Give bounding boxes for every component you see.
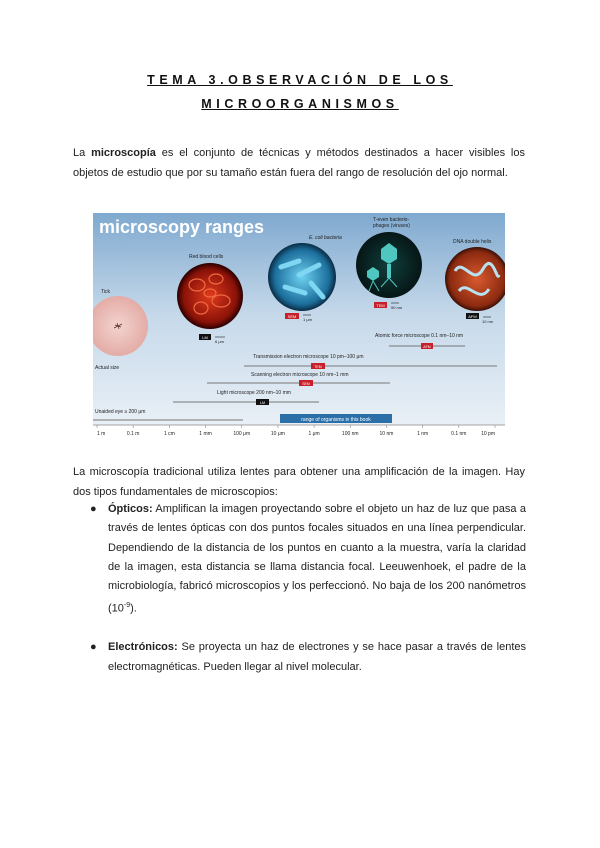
- badge-lm-rbc-text: LM: [202, 335, 208, 340]
- label-red-blood-cells: Red blood cells: [189, 254, 224, 260]
- label-tick: Tick: [101, 289, 110, 295]
- intro-pre: La: [73, 147, 92, 159]
- axis-tick-label: 0.1 nm: [451, 431, 467, 437]
- axis-tick-label: 1 m: [97, 431, 106, 437]
- badge-afm-dna-text: AFM: [468, 314, 477, 319]
- axis-tick-label: 10 nm: [379, 431, 394, 437]
- range-sem-badge-text: SEM: [302, 382, 310, 386]
- bullet-term-opticos: Ópticos:: [108, 503, 153, 515]
- badge-sem-ecoli-text: SEM: [287, 314, 297, 319]
- range-lm-label: Light microscope 200 nm–10 mm: [217, 390, 291, 396]
- microscope-types-list: [86, 500, 526, 677]
- axis-tick-label: 0.1 m: [126, 431, 140, 437]
- bullet-term-electronicos: Electrónicos:: [108, 641, 178, 654]
- intro-paragraph: [73, 143, 525, 183]
- range-eye-label: Unaided eye ≥ 200 μm: [95, 409, 146, 415]
- range-tem-label: Transmission electron microscope 10 pm–100 μm: [253, 354, 364, 360]
- ecoli-image: [268, 243, 336, 311]
- bullet-sup-opticos: -9: [123, 602, 131, 610]
- axis-tick-label: 100 μm: [233, 431, 251, 437]
- axis-tick-label: 1 nm: [417, 431, 429, 437]
- badge-tem-teven-text: TEM: [376, 303, 385, 308]
- axis-tick-label: 1 cm: [163, 431, 175, 437]
- paragraph-2: La microscopía tradicional utiliza lentes para obtener una amplificación de la imagen. Hay dos tipos fundamentales de microscopios:: [73, 466, 525, 498]
- bullet-icon: ●: [90, 641, 97, 654]
- range-organisms-label: range of organisms in this book: [301, 417, 371, 423]
- list-item-electronicos: [86, 638, 526, 677]
- axis-tick-label: 100 nm: [341, 431, 359, 437]
- red-blood-cells-image: [177, 263, 243, 329]
- label-actual-size: Actual size: [95, 365, 120, 371]
- label-dna: DNA double helix: [453, 239, 492, 245]
- microscopy-ranges-figure: [93, 213, 505, 441]
- figure-heading: microscopy ranges: [99, 217, 265, 237]
- bullet-tail-opticos: ).: [130, 603, 137, 616]
- scalebar-teven-label: 50 nm: [391, 305, 403, 310]
- range-tem-badge-text: TEM: [314, 365, 322, 369]
- range-lm-badge-text: LM: [260, 401, 265, 405]
- axis-tick-label: 1 μm: [308, 431, 320, 437]
- axis-tick-label: 10 μm: [270, 431, 285, 437]
- intro-post: es el conjunto de técnicas y métodos destinados a hacer visibles los objetos de estudio que por su tamaño están fuera del rango de resolución del ojo normal.: [73, 147, 525, 179]
- scalebar-rbc-label: 6 μm: [215, 339, 224, 344]
- axis-tick-label: 10 pm: [481, 431, 495, 437]
- range-afm-label: Atomic force microscope 0.1 nm–10 nm: [375, 333, 464, 339]
- bullet-icon: ●: [90, 503, 97, 515]
- scalebar-ecoli-label: 1 μm: [303, 317, 312, 322]
- bullet-text-opticos: Amplifican la imagen proyectando sobre el objeto un haz de luz que pasa a través de lentes ópticas con dos puntos focales situados en una línea perpendicular. Dependiendo de la distancia de los puntos en cuanto a la muestra, varía la claridad de la imagen, esta distancia se llama distancia focal. Leeuwenhoek, el padre de la microbiología, fabricó microscopios y los perfeccionó. No baja de los 200 nanómetros (10: [108, 503, 526, 616]
- bullet-text-electronicos: Se proyecta un haz de electrones y se hace pasar a través de lentes electromagnéticas. Pueden llegar al nivel molecular.: [108, 641, 526, 673]
- label-teven: T-even bacterio-: [373, 217, 410, 223]
- axis-tick-label: 1 mm: [199, 431, 212, 437]
- figure-svg: [93, 213, 505, 441]
- scalebar-dna-label: 10 nm: [482, 319, 494, 324]
- document-title-line-1: TEMA 3.OBSERVACIÓN DE LOS: [147, 73, 453, 87]
- axis-background: [93, 425, 505, 441]
- document-title-line-2: MICROORGANISMOS: [201, 97, 399, 111]
- list-item-opticos: [86, 500, 526, 619]
- label-teven-2: phages (viruses): [373, 223, 410, 229]
- range-sem-label: Scanning electron microscope 10 nm–1 mm: [251, 372, 349, 378]
- intro-term: microscopía: [91, 147, 156, 159]
- range-afm-badge-text: AFM: [423, 345, 431, 349]
- label-ecoli: E. coli bacteria: [309, 235, 342, 241]
